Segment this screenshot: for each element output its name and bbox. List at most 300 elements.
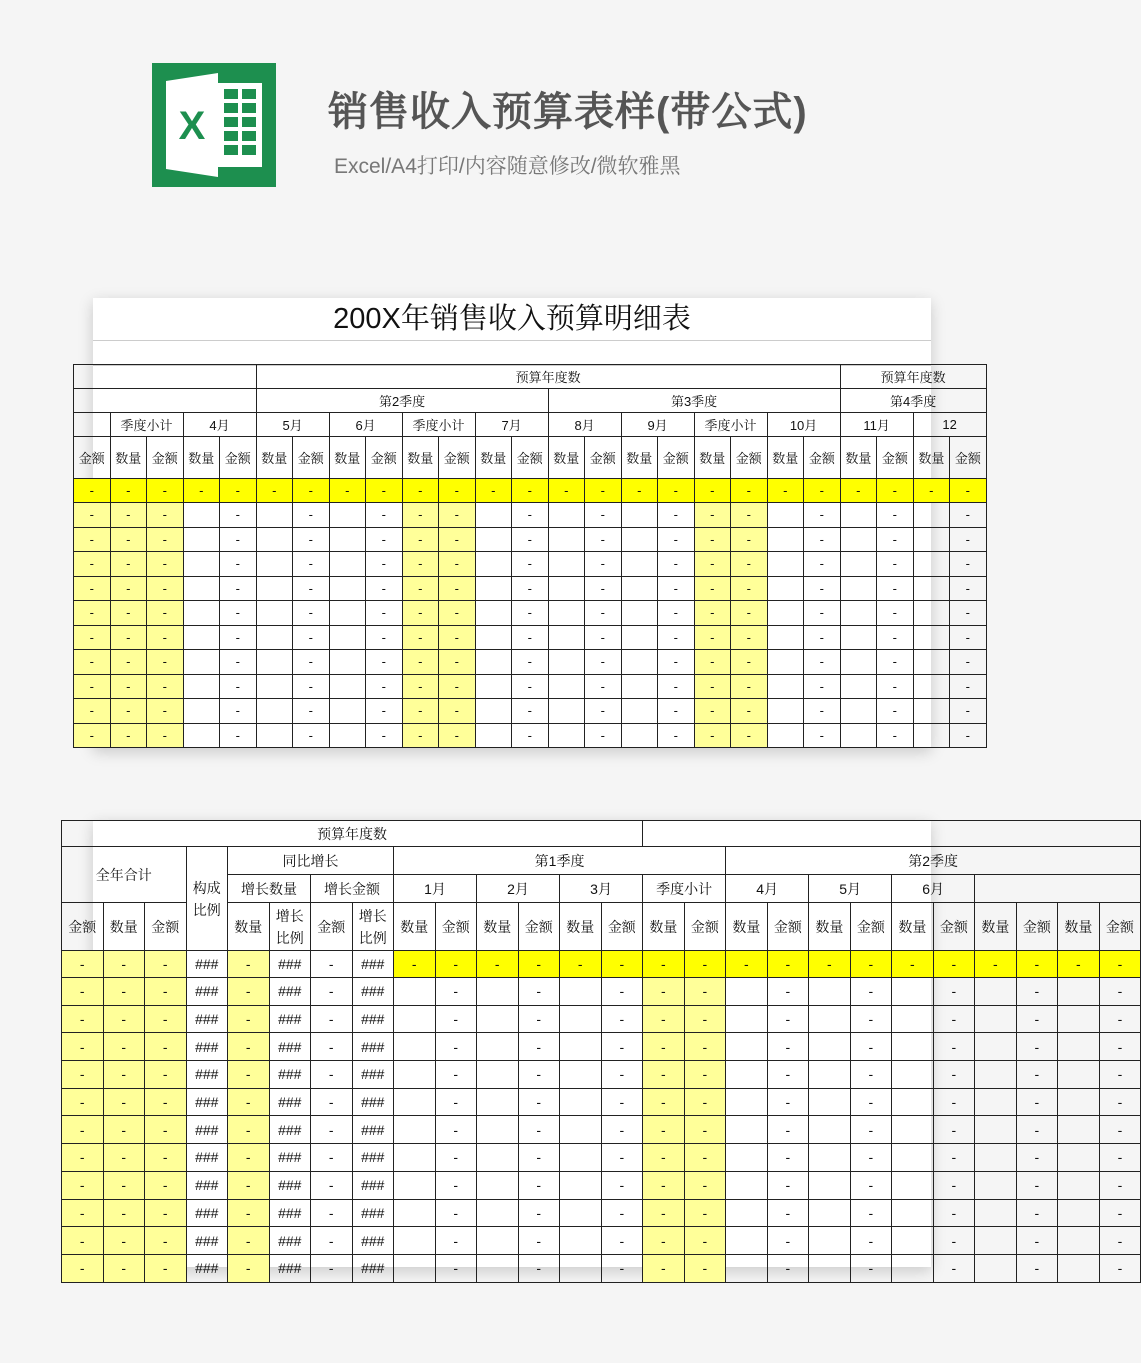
data-cell: - (512, 699, 549, 724)
data-cell: - (601, 1088, 643, 1116)
total-cell: - (804, 479, 841, 503)
data-cell: ### (186, 1116, 228, 1144)
data-cell (329, 674, 366, 699)
data-cell: - (74, 625, 111, 650)
page-subtitle: Excel/A4打印/内容随意修改/微软雅黑 (334, 155, 681, 178)
data-cell (975, 1199, 1017, 1227)
data-cell (1058, 1088, 1100, 1116)
data-cell: - (145, 1171, 187, 1199)
data-cell (840, 699, 877, 724)
data-cell: - (684, 1199, 726, 1227)
quantity-header: 数量 (477, 903, 519, 951)
data-cell (621, 503, 658, 528)
data-cell: - (1016, 1061, 1058, 1089)
data-cell (394, 1227, 436, 1255)
quantity-header: 数量 (975, 903, 1017, 951)
data-cell (548, 576, 585, 601)
data-cell (1058, 1254, 1100, 1282)
data-cell: - (293, 625, 330, 650)
budget-table-top (73, 364, 987, 748)
data-cell: - (585, 699, 622, 724)
data-cell: - (228, 1116, 270, 1144)
data-cell: - (145, 1254, 187, 1282)
data-cell: - (366, 699, 403, 724)
header-blank (74, 365, 257, 389)
data-cell (256, 699, 293, 724)
data-cell (767, 699, 804, 724)
data-cell (809, 978, 851, 1006)
data-cell (726, 1144, 768, 1172)
data-cell: - (402, 552, 439, 577)
data-cell (256, 723, 293, 748)
data-cell: - (220, 723, 257, 748)
data-cell: - (62, 1144, 104, 1172)
data-cell (183, 601, 220, 626)
data-cell: ### (269, 1033, 311, 1061)
data-cell: - (950, 576, 987, 601)
data-cell (840, 650, 877, 675)
data-cell: - (767, 1005, 809, 1033)
data-cell (548, 601, 585, 626)
data-cell (477, 1144, 519, 1172)
data-cell (477, 1116, 519, 1144)
data-cell (726, 1033, 768, 1061)
data-cell: - (767, 1116, 809, 1144)
data-cell: - (658, 674, 695, 699)
data-cell (1058, 1199, 1100, 1227)
quarter-header: 第4季度 (840, 389, 986, 413)
data-cell: - (601, 1033, 643, 1061)
data-cell (560, 978, 602, 1006)
month-header: 1月 (394, 875, 477, 903)
data-cell (767, 723, 804, 748)
data-cell: - (694, 576, 731, 601)
data-cell: - (1016, 978, 1058, 1006)
total-cell: - (1058, 951, 1100, 978)
amount-header: 金额 (804, 437, 841, 479)
data-cell: - (804, 699, 841, 724)
data-cell: - (601, 978, 643, 1006)
data-cell: - (850, 1254, 892, 1282)
data-cell: - (311, 1227, 353, 1255)
total-cell: - (892, 951, 934, 978)
quantity-header: 数量 (840, 437, 877, 479)
data-cell: - (435, 1033, 477, 1061)
quarter-subtotal-header: 季度小计 (402, 413, 475, 437)
amount-header: 金额 (518, 903, 560, 951)
total-cell: - (293, 479, 330, 503)
data-cell: - (228, 1254, 270, 1282)
data-cell: - (731, 552, 768, 577)
quarter-header: 第1季度 (394, 847, 726, 875)
data-cell (183, 625, 220, 650)
data-cell: - (684, 1144, 726, 1172)
data-cell: - (220, 699, 257, 724)
data-cell: - (643, 1254, 685, 1282)
total-cell: - (311, 951, 353, 978)
data-cell (560, 1254, 602, 1282)
data-cell: - (767, 1199, 809, 1227)
data-cell: ### (186, 1061, 228, 1089)
quantity-header: 数量 (228, 903, 270, 951)
data-cell (809, 1227, 851, 1255)
data-cell (477, 1061, 519, 1089)
data-cell (329, 576, 366, 601)
amount-header: 金额 (877, 437, 914, 479)
table-row (62, 1227, 1141, 1255)
data-cell (394, 1254, 436, 1282)
total-cell: - (767, 479, 804, 503)
data-cell: - (518, 1033, 560, 1061)
amount-header: 金额 (658, 437, 695, 479)
data-cell (621, 625, 658, 650)
table-row (74, 479, 987, 503)
data-cell: - (684, 1116, 726, 1144)
data-cell: - (601, 1144, 643, 1172)
total-cell: - (439, 479, 476, 503)
data-cell (726, 1171, 768, 1199)
data-cell: - (950, 674, 987, 699)
data-cell: - (658, 576, 695, 601)
data-cell: - (950, 552, 987, 577)
table-row (62, 1171, 1141, 1199)
header-blank (643, 821, 1141, 847)
data-cell: - (767, 978, 809, 1006)
growth-ratio-header: 增长比例 (269, 903, 311, 951)
table-row (62, 1005, 1141, 1033)
data-cell: - (601, 1171, 643, 1199)
table-row (62, 821, 1141, 847)
data-cell: - (850, 1144, 892, 1172)
total-cell: - (110, 479, 147, 503)
data-cell: - (435, 1227, 477, 1255)
data-cell: ### (269, 1227, 311, 1255)
data-cell: - (643, 1171, 685, 1199)
total-cell: - (394, 951, 436, 978)
total-cell: - (933, 951, 975, 978)
data-cell (475, 674, 512, 699)
composition-ratio-header: 构成比例 (186, 847, 228, 951)
data-cell: - (518, 1254, 560, 1282)
data-cell (975, 1227, 1017, 1255)
data-cell (975, 978, 1017, 1006)
data-cell: - (439, 527, 476, 552)
data-cell: - (435, 1144, 477, 1172)
table-row (74, 527, 987, 552)
data-cell: - (311, 1254, 353, 1282)
data-cell: - (877, 503, 914, 528)
data-cell: - (658, 625, 695, 650)
data-cell: - (643, 1088, 685, 1116)
quarter-header: 第2季度 (726, 847, 1141, 875)
data-cell (767, 503, 804, 528)
data-cell (1058, 1005, 1100, 1033)
data-cell: ### (352, 1061, 394, 1089)
data-cell: - (512, 674, 549, 699)
data-cell (1058, 1033, 1100, 1061)
data-cell (1058, 1116, 1100, 1144)
data-cell: - (643, 1033, 685, 1061)
table-row (74, 601, 987, 626)
data-cell (809, 1061, 851, 1089)
data-cell (329, 527, 366, 552)
data-cell: ### (269, 1061, 311, 1089)
data-cell: - (147, 552, 184, 577)
header-blank (975, 875, 1141, 903)
data-cell (892, 1061, 934, 1089)
data-cell (256, 503, 293, 528)
quantity-header: 数量 (329, 437, 366, 479)
total-cell: - (643, 951, 685, 978)
data-cell: - (366, 650, 403, 675)
data-cell: - (850, 1033, 892, 1061)
data-cell: - (518, 1116, 560, 1144)
data-cell: - (877, 650, 914, 675)
data-cell: - (767, 1088, 809, 1116)
total-cell: - (658, 479, 695, 503)
data-cell: - (601, 1199, 643, 1227)
amount-header: 金额 (1099, 903, 1141, 951)
data-cell: - (311, 1033, 353, 1061)
data-cell: - (228, 1227, 270, 1255)
data-cell: - (804, 601, 841, 626)
data-cell: ### (352, 1116, 394, 1144)
total-cell: - (220, 479, 257, 503)
data-cell: - (402, 650, 439, 675)
total-cell: - (435, 951, 477, 978)
data-cell: - (228, 1144, 270, 1172)
data-cell: - (1016, 1144, 1058, 1172)
data-cell (975, 1005, 1017, 1033)
data-cell (975, 1144, 1017, 1172)
data-cell: - (767, 1061, 809, 1089)
data-cell (840, 625, 877, 650)
quarter-header: 第3季度 (548, 389, 840, 413)
data-cell: - (220, 601, 257, 626)
data-cell: - (62, 1061, 104, 1089)
data-cell: ### (352, 1033, 394, 1061)
data-cell: - (643, 1061, 685, 1089)
data-cell: - (950, 601, 987, 626)
data-cell: - (850, 1088, 892, 1116)
data-cell: - (585, 552, 622, 577)
data-cell: - (658, 552, 695, 577)
quantity-header: 数量 (694, 437, 731, 479)
data-cell: - (110, 650, 147, 675)
data-cell: - (366, 552, 403, 577)
amount-header: 金额 (512, 437, 549, 479)
data-cell: - (585, 576, 622, 601)
data-cell: ### (186, 1199, 228, 1227)
data-cell: - (145, 1005, 187, 1033)
data-cell: - (311, 1005, 353, 1033)
data-cell: - (804, 650, 841, 675)
data-cell (477, 1171, 519, 1199)
data-cell (183, 527, 220, 552)
data-cell (767, 527, 804, 552)
total-cell: - (694, 479, 731, 503)
quantity-header: 数量 (1058, 903, 1100, 951)
data-cell: - (311, 1171, 353, 1199)
data-cell: ### (269, 1171, 311, 1199)
quantity-header: 数量 (548, 437, 585, 479)
data-cell: - (518, 978, 560, 1006)
svg-text:X: X (178, 104, 206, 148)
data-cell: - (110, 625, 147, 650)
data-cell: - (731, 527, 768, 552)
data-cell: - (1099, 1227, 1141, 1255)
data-cell: ### (269, 1005, 311, 1033)
data-cell: - (933, 978, 975, 1006)
quantity-header: 数量 (394, 903, 436, 951)
data-cell (892, 1088, 934, 1116)
header-blank (74, 389, 257, 413)
data-cell (975, 1033, 1017, 1061)
quantity-header: 数量 (913, 437, 950, 479)
data-cell (767, 552, 804, 577)
data-cell (892, 1033, 934, 1061)
data-cell (892, 1227, 934, 1255)
data-cell (913, 625, 950, 650)
data-cell (767, 601, 804, 626)
table-row (62, 1088, 1141, 1116)
data-cell (394, 1061, 436, 1089)
data-cell: - (1099, 978, 1141, 1006)
amount-header: 金额 (850, 903, 892, 951)
data-cell (256, 527, 293, 552)
data-cell: - (145, 1088, 187, 1116)
data-cell: - (694, 601, 731, 626)
quantity-header: 数量 (110, 437, 147, 479)
data-cell (621, 576, 658, 601)
data-cell: - (402, 576, 439, 601)
data-cell (256, 576, 293, 601)
data-cell: ### (352, 1005, 394, 1033)
data-cell: - (643, 1227, 685, 1255)
data-cell: - (74, 674, 111, 699)
data-cell (767, 576, 804, 601)
data-cell (892, 1144, 934, 1172)
month-header: 11月 (840, 413, 913, 437)
data-cell: - (311, 1144, 353, 1172)
data-cell: - (145, 1033, 187, 1061)
data-cell: - (439, 723, 476, 748)
month-header: 5月 (256, 413, 329, 437)
data-cell: ### (352, 978, 394, 1006)
data-cell: - (1099, 1171, 1141, 1199)
data-cell: - (877, 527, 914, 552)
data-cell: - (950, 625, 987, 650)
budget-year-header-right: 预算年度数 (840, 365, 986, 389)
data-cell (560, 1033, 602, 1061)
data-cell: - (228, 978, 270, 1006)
data-cell: - (103, 1116, 145, 1144)
data-cell (477, 1227, 519, 1255)
quantity-header: 数量 (767, 437, 804, 479)
data-cell: - (439, 699, 476, 724)
month-header: 9月 (621, 413, 694, 437)
data-cell (621, 674, 658, 699)
data-cell: - (512, 723, 549, 748)
data-cell: - (110, 674, 147, 699)
total-cell: - (475, 479, 512, 503)
data-cell: - (694, 552, 731, 577)
data-cell: - (933, 1088, 975, 1116)
data-cell: - (694, 625, 731, 650)
data-cell: - (1016, 1199, 1058, 1227)
data-cell (840, 552, 877, 577)
data-cell: - (145, 1116, 187, 1144)
data-cell: - (293, 674, 330, 699)
data-cell (892, 1116, 934, 1144)
total-cell: - (477, 951, 519, 978)
quantity-header: 数量 (892, 903, 934, 951)
data-cell: ### (186, 1144, 228, 1172)
data-cell: - (62, 1088, 104, 1116)
data-cell: - (950, 503, 987, 528)
data-cell (726, 1088, 768, 1116)
total-cell: - (183, 479, 220, 503)
data-cell: - (147, 527, 184, 552)
data-cell: - (147, 503, 184, 528)
amount-header: 金额 (366, 437, 403, 479)
data-cell (560, 1088, 602, 1116)
data-cell: - (850, 1116, 892, 1144)
data-cell: - (684, 1005, 726, 1033)
table-row (74, 552, 987, 577)
total-cell: - (74, 479, 111, 503)
data-cell (975, 1116, 1017, 1144)
data-cell: - (62, 1171, 104, 1199)
data-cell: - (439, 625, 476, 650)
data-cell: - (103, 1144, 145, 1172)
month-header: 10月 (767, 413, 840, 437)
data-cell: - (366, 527, 403, 552)
data-cell (809, 1033, 851, 1061)
amount-header: 金额 (585, 437, 622, 479)
data-cell (809, 1116, 851, 1144)
data-cell (621, 699, 658, 724)
data-cell: - (110, 527, 147, 552)
data-cell: - (585, 674, 622, 699)
data-cell (394, 978, 436, 1006)
data-cell (548, 699, 585, 724)
table-row (62, 1033, 1141, 1061)
total-cell: - (975, 951, 1017, 978)
data-cell (726, 1061, 768, 1089)
data-cell: ### (269, 1199, 311, 1227)
data-cell: - (62, 978, 104, 1006)
data-cell: - (684, 1061, 726, 1089)
data-cell: - (694, 650, 731, 675)
data-cell (840, 527, 877, 552)
data-cell (394, 1144, 436, 1172)
data-cell (329, 699, 366, 724)
quantity-header: 数量 (103, 903, 145, 951)
total-cell: - (1099, 951, 1141, 978)
data-cell (394, 1033, 436, 1061)
data-cell (475, 650, 512, 675)
data-cell: - (228, 1171, 270, 1199)
data-cell (975, 1171, 1017, 1199)
data-cell: - (147, 723, 184, 748)
quantity-header: 数量 (726, 903, 768, 951)
data-cell: - (512, 601, 549, 626)
data-cell: - (366, 625, 403, 650)
data-cell: - (74, 723, 111, 748)
data-cell: - (731, 650, 768, 675)
data-cell: - (103, 1171, 145, 1199)
